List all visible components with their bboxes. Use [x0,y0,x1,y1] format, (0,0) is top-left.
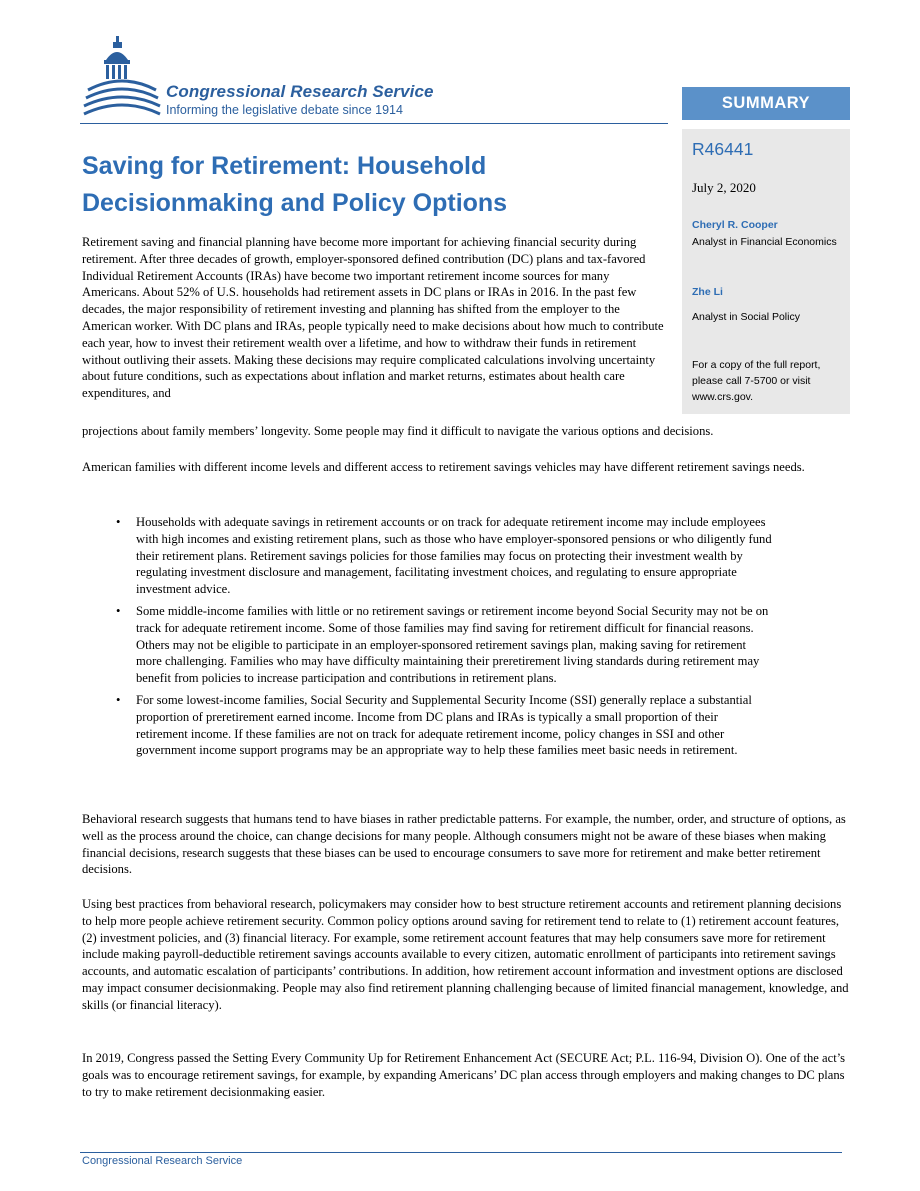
summary-paragraph: Retirement saving and financial planning have become more important for achieving financial security during retirement. After three decades of growth, employer-sponsored defined contribution (DC) plans and tax-favored Individual Retirement Accounts (IRAs) have become two important retirement income sources for many Americans. About 52% of U.S. households had retirement assets in DC plans or IRAs in 2016. In the past few decades, the major responsibility of retirement investing and planning has shifted from the employer to the American worker. With DC plans and IRAs, people typically need to make decisions about how much to contribute each year, how to invest their retirement wealth over a lifetime, and how to withdraw their funds in retirement without outliving their assets. Making these decisions may require complicated calculations involving uncertainty about future conditions, such as expectations about inflation and market returns, estimates about health care expenditures, and [82,235,664,401]
summary-paragraph: Behavioral research suggests that humans tend to have biases in rather predictable patterns. For example, the number, order, and structure of options, as well as the process around the choice, can change decisions for many people. Although consumers might not be aware of these biases when making financial decisions, research suggests that these biases can be used to encourage consumers to save more for retirement and make better retirement decisions. [82,812,846,877]
summary-paragraph: In 2019, Congress passed the Setting Every Community Up for Retirement Enhancement Act (SECURE Act; P.L. 116-94, Division O). One of the act’s goals was to encourage retirement savings, for example, by expanding Americans’ DC plan access through employers and making changes to DC plans to try to make retirement decisionmaking easier. [82,1051,846,1099]
summary-paragraph: Using best practices from behavioral research, policymakers may consider how to best structure retirement accounts and retirement planning decisions to help more people achieve retirement security. Common policy options around saving for retirement tend to relate to (1) retirement account features, (2) investment policies, and (3) financial literacy. For example, some retirement account features that may help consumers save more for retirement include making payroll-deductible retirement savings accounts available to every citizen, automatic enrollment of participants into retirement savings accounts, and automatic escalation of participants’ contributions. In addition, how retirement account information and investment options are disclosed may impact consumer decisionmaking. People may also find retirement planning challenging because of limited financial management, knowledge, and skills (or financial literacy). [82,897,849,1012]
report-date: July 2, 2020 [692,180,756,195]
report-title: Saving for Retirement: Household Decisionmaking and Policy Options [82,152,508,217]
bullet-text: For some lowest-income families, Social Security and Supplemental Security Income (SSI) generally replace a substantial proportion of preretirement earned income. Income from DC plans and IRAs is typically a small proportion of their retirement income. If these families are not on track for adequate retirement income, policy changes in SSI and other government income support programs may be an appropriate way to help these families meet basic needs in retirement. [136,692,752,758]
bullet-list [82,514,852,764]
bullet-item [82,603,852,687]
summary-paragraph: American families with different income levels and different access to retirement savings vehicles may have different retirement savings needs. [82,460,805,474]
bullet-item [82,514,852,598]
summary-paragraph-continued: projections about family members’ longevity. Some people may find it difficult to navigate the various options and decisions. [82,424,714,438]
capitol-dome-icon [82,34,162,120]
footer-label: Congressional Research Service [82,1155,243,1167]
footer-divider [80,1152,842,1153]
bullet-text: Households with adequate savings in retirement accounts or on track for adequate retirement income may include employees with high incomes and existing retirement plans, such as those who have employer-sponsored pensions or who diligently fund their retirement plans. Retirement savings policies for those families may focus on protecting their investment wealth by regulating investment disclosure and management, facilitating investment choices, and regulating to ensure appropriate investment advice. [136,515,772,597]
bullet-item [82,692,852,759]
bullet-icon: • [116,603,121,618]
header-divider [80,123,668,124]
summary-heading: SUMMARY [682,87,850,120]
author-title: Analyst in Financial Economics [692,236,837,248]
summary-sidebar [682,129,850,414]
org-tagline: Informing the legislative debate since 1914 [166,103,403,117]
bullet-icon: • [116,692,121,707]
crs-logo [80,34,680,126]
author-name: Zhe Li [692,286,723,298]
bullet-text: Some middle-income families with little or no retirement savings or retirement income beyond Social Security may not be on track for adequate retirement income. Some of those families may find saving for retirement difficult for financial reasons. Others may not be eligible to participate in an employer-sponsored retirement savings plan, making saving for retirement more challenging. Families who may have difficulty maintaining their preretirement living standards during retirement may benefit from policies to increase participation and contributions in retirement plans. [136,603,769,686]
org-name: Congressional Research Service [166,82,434,101]
author-name: Cheryl R. Cooper [692,219,778,231]
report-number: R46441 [692,139,754,159]
author-title: Analyst in Social Policy [692,311,800,323]
copy-note: For a copy of the full report, please call 7-5700 or visit www.crs.gov. [692,359,821,403]
bullet-icon: • [116,515,121,529]
